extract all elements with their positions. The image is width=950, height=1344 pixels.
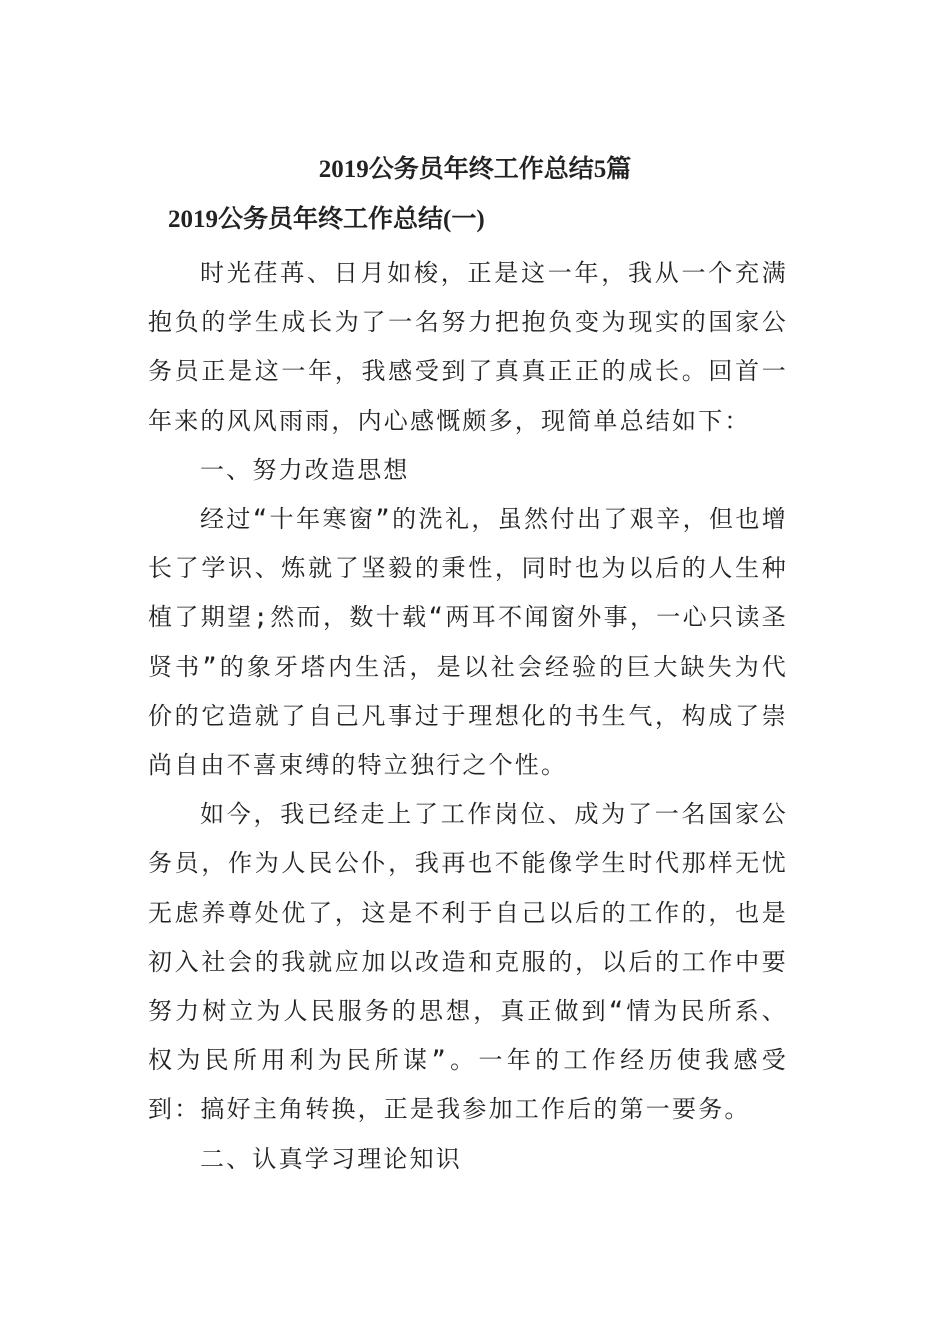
paragraph-study-years: 经过“十年寒窗”的洗礼，虽然付出了艰辛，但也增长了学识、炼就了坚毅的秉性，同时也为以后的人生种植了期望;然而，数十载“两耳不闻窗外事，一心只读圣贤书”的象牙塔内生活，是以社会经验的巨大缺失为代价的它造就了自己凡事过于理想化的书生气，构成了崇尚自由不喜束缚的特立独行之个性。: [148, 505, 788, 780]
heading-thought-reform: 一、努力改造思想: [200, 455, 410, 484]
section-title: 2019公务员年终工作总结(一): [168, 206, 485, 233]
paragraph-role-change: 如今，我已经走上了工作岗位、成为了一名国家公务员，作为人民公仆，我再也不能像学生时代那样无忧无虑养尊处优了，这是不利于自己以后的工作的，也是初入社会的我就应加以改造和克服的，以后的工作中要努力树立为人民服务的思想，真正做到“情为民所系、权为民所用利为民所谋”。一年的工作经历使我感受到：搞好主角转换，正是我参加工作后的第一要务。: [148, 800, 788, 1124]
document-title: 2019公务员年终工作总结5篇: [318, 156, 632, 183]
paragraph-intro: 时光荏苒、日月如梭，正是这一年，我从一个充满抱负的学生成长为了一名努力把抱负变为现实的国家公务员正是这一年，我感受到了真真正正的成长。回首一年来的风风雨雨，内心感慨颇多，现简单总结如下：: [148, 259, 788, 435]
heading-study-theory: 二、认真学习理论知识: [200, 1144, 462, 1173]
document-body: [148, 249, 788, 1184]
